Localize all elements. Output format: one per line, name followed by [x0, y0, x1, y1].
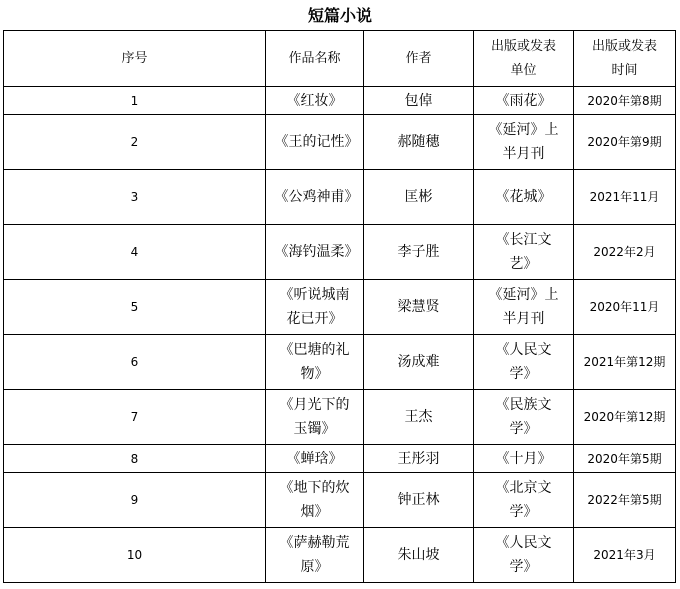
cell-publisher: 《人民文学》 — [474, 528, 574, 583]
cell-index: 6 — [4, 335, 266, 390]
cell-time: 2020年第9期 — [574, 115, 676, 170]
cell-index: 4 — [4, 225, 266, 280]
cell-publisher: 《延河》上半月刊 — [474, 115, 574, 170]
cell-author: 王杰 — [364, 390, 474, 445]
table-row — [4, 390, 676, 445]
cell-time: 2022年2月 — [574, 225, 676, 280]
cell-work: 《巴塘的礼物》 — [266, 335, 364, 390]
header-time: 出版或发表时间 — [574, 31, 676, 87]
cell-publisher: 《雨花》 — [474, 87, 574, 115]
cell-time: 2022年第5期 — [574, 473, 676, 528]
table-row — [4, 528, 676, 583]
cell-index: 9 — [4, 473, 266, 528]
cell-work: 《地下的炊烟》 — [266, 473, 364, 528]
header-author: 作者 — [364, 31, 474, 87]
cell-index: 3 — [4, 170, 266, 225]
cell-index: 10 — [4, 528, 266, 583]
cell-work: 《王的记性》 — [266, 115, 364, 170]
table-row — [4, 445, 676, 473]
cell-work: 《蝉琀》 — [266, 445, 364, 473]
cell-author: 包倬 — [364, 87, 474, 115]
cell-publisher: 《民族文学》 — [474, 390, 574, 445]
cell-index: 2 — [4, 115, 266, 170]
cell-publisher: 《十月》 — [474, 445, 574, 473]
cell-index: 5 — [4, 280, 266, 335]
table-row — [4, 115, 676, 170]
works-table — [3, 30, 676, 583]
cell-work: 《海钓温柔》 — [266, 225, 364, 280]
table-row — [4, 170, 676, 225]
cell-publisher: 《北京文学》 — [474, 473, 574, 528]
cell-author: 钟正林 — [364, 473, 474, 528]
page-title: 短篇小说 — [307, 6, 372, 25]
cell-publisher: 《长江文艺》 — [474, 225, 574, 280]
cell-publisher: 《花城》 — [474, 170, 574, 225]
cell-work: 《公鸡神甫》 — [266, 170, 364, 225]
cell-time: 2021年3月 — [574, 528, 676, 583]
cell-author: 朱山坡 — [364, 528, 474, 583]
cell-work: 《红妆》 — [266, 87, 364, 115]
cell-index: 7 — [4, 390, 266, 445]
cell-author: 汤成难 — [364, 335, 474, 390]
cell-author: 梁慧贤 — [364, 280, 474, 335]
cell-author: 王彤羽 — [364, 445, 474, 473]
cell-author: 匡彬 — [364, 170, 474, 225]
cell-index: 1 — [4, 87, 266, 115]
cell-index: 8 — [4, 445, 266, 473]
table-row — [4, 473, 676, 528]
cell-author: 郝随穗 — [364, 115, 474, 170]
cell-publisher: 《人民文学》 — [474, 335, 574, 390]
header-index: 序号 — [4, 31, 266, 87]
cell-work: 《听说城南花已开》 — [266, 280, 364, 335]
cell-time: 2020年第5期 — [574, 445, 676, 473]
header-work: 作品名称 — [266, 31, 364, 87]
header-publisher: 出版或发表单位 — [474, 31, 574, 87]
table-row — [4, 225, 676, 280]
table-row — [4, 87, 676, 115]
cell-time: 2020年11月 — [574, 280, 676, 335]
table-header-row — [4, 31, 676, 87]
cell-work: 《萨赫勒荒原》 — [266, 528, 364, 583]
cell-time: 2020年第12期 — [574, 390, 676, 445]
cell-work: 《月光下的玉镯》 — [266, 390, 364, 445]
cell-publisher: 《延河》上半月刊 — [474, 280, 574, 335]
table-row — [4, 335, 676, 390]
table-row — [4, 280, 676, 335]
cell-author: 李子胜 — [364, 225, 474, 280]
cell-time: 2021年11月 — [574, 170, 676, 225]
cell-time: 2021年第12期 — [574, 335, 676, 390]
cell-time: 2020年第8期 — [574, 87, 676, 115]
